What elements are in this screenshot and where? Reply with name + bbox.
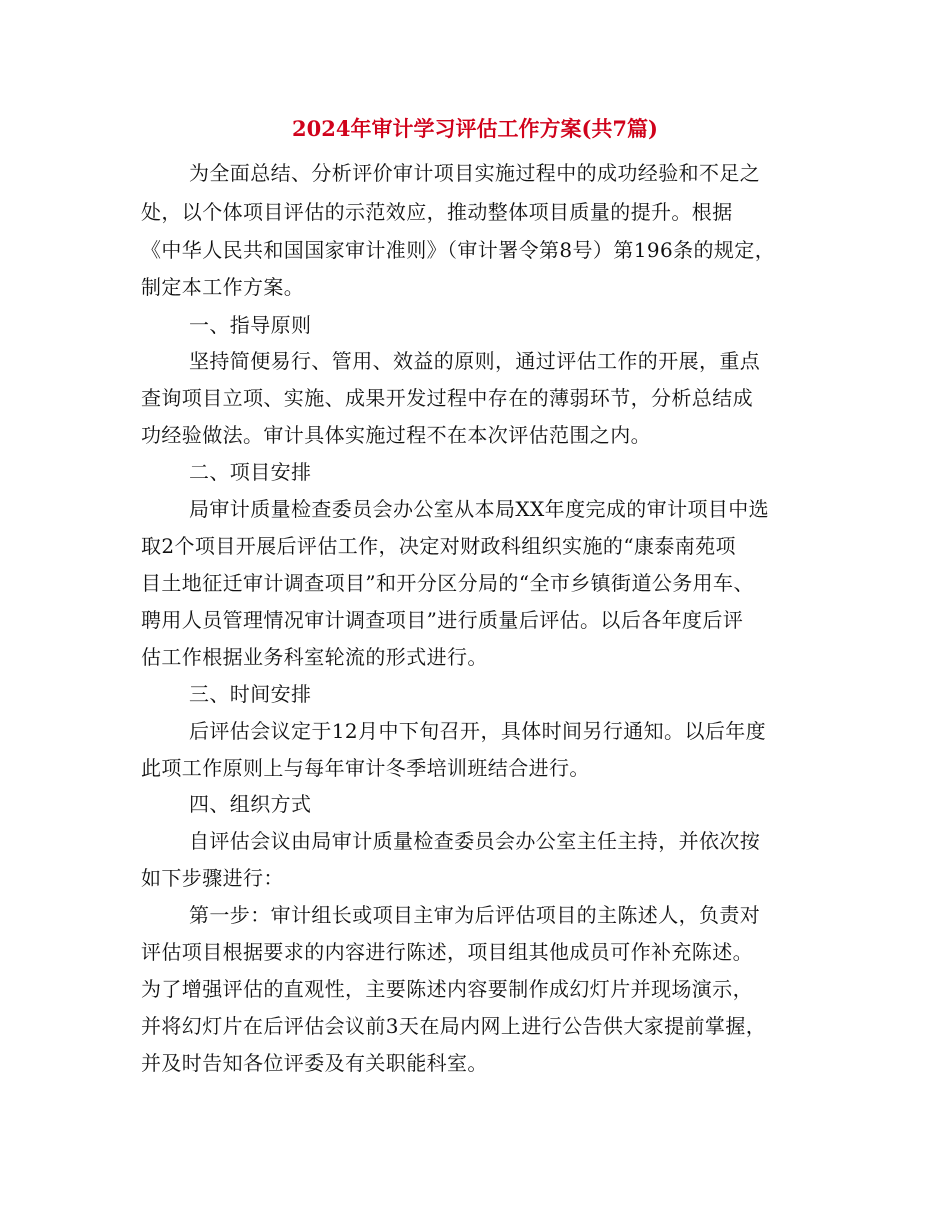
paragraph-line: 坚持简便易行、管用、效益的原则，通过评估工作的开展，重点 <box>189 349 761 373</box>
paragraph-line: 后评估会议定于12月中下旬召开，具体时间另行通知。以后年度 <box>189 719 767 743</box>
paragraph-line: 自评估会议由局审计质量检查委员会办公室主任主持，并依次按 <box>189 829 761 853</box>
paragraph-line: 《中华人民共和国国家审计准则》（审计署令第8号）第196条的规定， <box>141 238 776 262</box>
paragraph-line: 并及时告知各位评委及有关职能科室。 <box>141 1051 488 1075</box>
section-heading: 四、组织方式 <box>189 792 312 816</box>
paragraph-line: 为了增强评估的直观性，主要陈述内容要制作成幻灯片并现场演示， <box>141 977 753 1001</box>
paragraph-line: 评估项目根据要求的内容进行陈述，项目组其他成员可作补充陈述。 <box>141 940 753 964</box>
section-heading: 三、时间安排 <box>189 682 312 706</box>
paragraph-line: 局审计质量检查委员会办公室从本局XX年度完成的审计项目中选 <box>189 497 770 521</box>
section-heading: 二、项目安排 <box>189 460 312 484</box>
paragraph-line: 聘用人员管理情况审计调查项目”进行质量后评估。以后各年度后评 <box>141 608 744 632</box>
section-heading: 一、指导原则 <box>189 313 312 337</box>
paragraph-line: 查询项目立项、实施、成果开发过程中存在的薄弱环节，分析总结成 <box>141 386 753 410</box>
paragraph-line: 此项工作原则上与每年审计冬季培训班结合进行。 <box>141 756 590 780</box>
paragraph-line: 并将幻灯片在后评估会议前3天在局内网上进行公告供大家提前掌握， <box>141 1014 767 1038</box>
paragraph-line: 目土地征迁审计调查项目”和开分区分局的“全市乡镇街道公务用车、 <box>141 571 754 595</box>
document-title: 2024年审计学习评估工作方案(共7篇) <box>292 116 658 141</box>
paragraph-line: 第一步：审计组长或项目主审为后评估项目的主陈述人，负责对 <box>189 903 761 927</box>
paragraph-line: 为全面总结、分析评价审计项目实施过程中的成功经验和不足之 <box>189 161 761 185</box>
paragraph-line: 估工作根据业务科室轮流的形式进行。 <box>141 645 488 669</box>
paragraph-line: 功经验做法。审计具体实施过程不在本次评估范围之内。 <box>141 423 651 447</box>
paragraph-line: 取2个项目开展后评估工作，决定对财政科组织实施的“康泰南苑项 <box>141 534 736 558</box>
paragraph-line: 如下步骤进行： <box>141 866 284 890</box>
paragraph-line: 制定本工作方案。 <box>141 275 305 299</box>
paragraph-line: 处，以个体项目评估的示范效应，推动整体项目质量的提升。根据 <box>141 200 733 224</box>
